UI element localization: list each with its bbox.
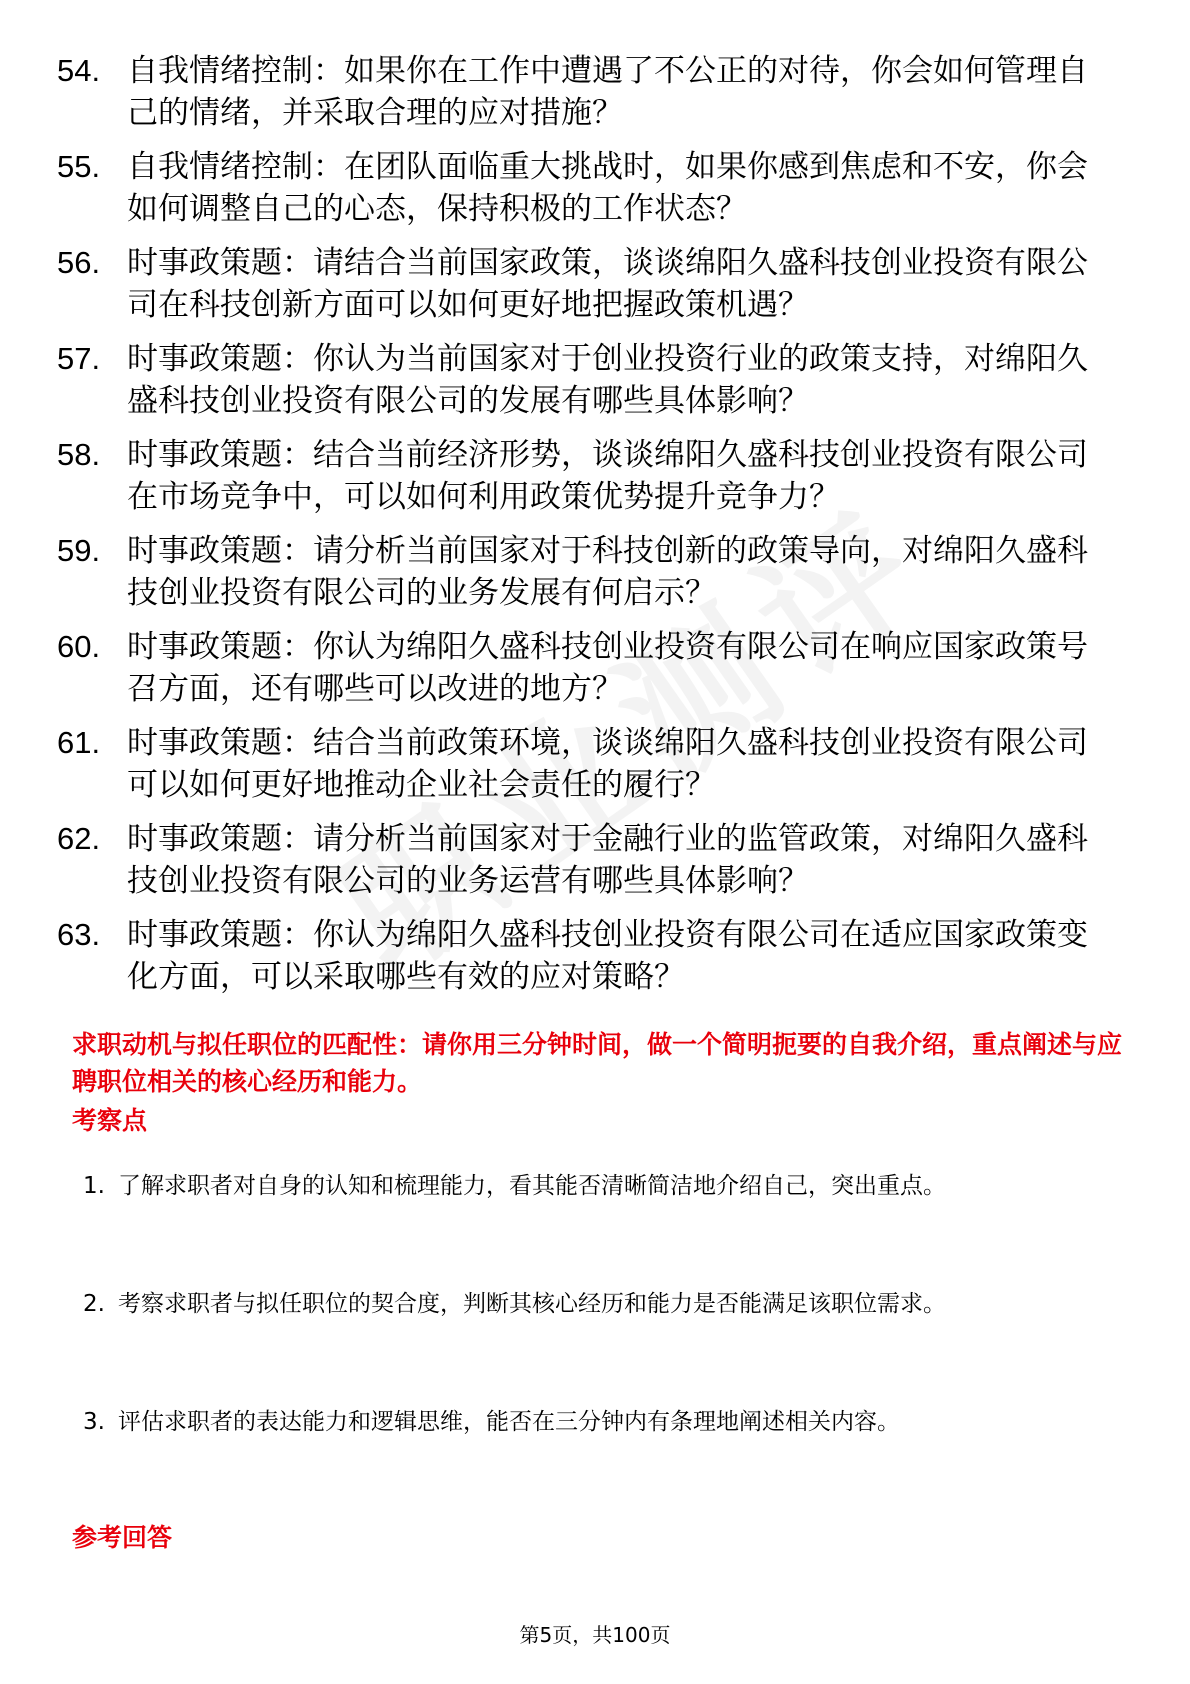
question-number: 55. [57,149,101,184]
question-number: 54. [57,53,101,88]
examine-point-item [83,1158,1123,1215]
question-item [57,146,1117,230]
question-item [57,818,1117,902]
question-item [57,242,1117,326]
question-item [57,434,1117,518]
question-item [57,50,1117,134]
question-item [57,722,1117,806]
reference-answer-heading: 参考回答 [72,1523,173,1552]
examine-point-item [83,1394,1123,1451]
page-number: 第5页，共100页 [519,1623,671,1647]
question-text: 时事政策题：你认为当前国家对于创业投资行业的政策支持，对绵阳久盛科技创业投资有限公司的发展有哪些具体影响？ [127,341,1088,419]
question-number: 56. [57,245,101,280]
question-text: 时事政策题：请结合当前国家政策，谈谈绵阳久盛科技创业投资有限公司在科技创新方面可以如何更好地把握政策机遇？ [127,245,1088,323]
question-number: 61. [57,725,101,760]
question-item [57,338,1117,422]
question-text: 时事政策题：结合当前经济形势，谈谈绵阳久盛科技创业投资有限公司在市场竞争中，可以如何利用政策优势提升竞争力？ [127,437,1088,515]
point-text: 评估求职者的表达能力和逻辑思维，能否在三分钟内有条理地阐述相关内容。 [118,1409,900,1435]
question-text: 时事政策题：请分析当前国家对于科技创新的政策导向，对绵阳久盛科技创业投资有限公司的业务发展有何启示？ [127,533,1088,611]
question-text: 时事政策题：结合当前政策环境，谈谈绵阳久盛科技创业投资有限公司可以如何更好地推动企业社会责任的履行？ [127,725,1088,803]
question-number: 59. [57,533,101,568]
point-number: 1. [83,1173,105,1199]
point-text: 考察求职者与拟任职位的契合度，判断其核心经历和能力是否能满足该职位需求。 [118,1291,946,1317]
point-number: 3. [83,1409,105,1435]
point-number: 2. [83,1291,105,1317]
question-item [57,914,1117,998]
question-item [57,626,1117,710]
question-text: 时事政策题：你认为绵阳久盛科技创业投资有限公司在适应国家政策变化方面，可以采取哪些有效的应对策略？ [127,917,1088,995]
question-text: 自我情绪控制：如果你在工作中遭遇了不公正的对待，你会如何管理自己的情绪，并采取合理的应对措施？ [127,53,1088,131]
point-text: 了解求职者对自身的认知和梳理能力，看其能否清晰简洁地介绍自己，突出重点。 [118,1173,946,1199]
section-heading: 求职动机与拟任职位的匹配性：请你用三分钟时间，做一个简明扼要的自我介绍，重点阐述与应聘职位相关的核心经历和能力。 [72,1030,1123,1096]
examine-point-item [83,1276,1123,1333]
question-number: 58. [57,437,101,472]
question-number: 57. [57,341,101,376]
examine-points-heading: 考察点 [72,1106,148,1135]
question-number: 62. [57,821,101,856]
question-text: 时事政策题：请分析当前国家对于金融行业的监管政策，对绵阳久盛科技创业投资有限公司的业务运营有哪些具体影响？ [127,821,1088,899]
question-text: 时事政策题：你认为绵阳久盛科技创业投资有限公司在响应国家政策号召方面，还有哪些可以改进的地方？ [127,629,1088,707]
question-number: 63. [57,917,101,952]
question-number: 60. [57,629,101,664]
question-item [57,530,1117,614]
question-text: 自我情绪控制：在团队面临重大挑战时，如果你感到焦虑和不安，你会如何调整自己的心态，保持积极的工作状态？ [127,149,1088,227]
